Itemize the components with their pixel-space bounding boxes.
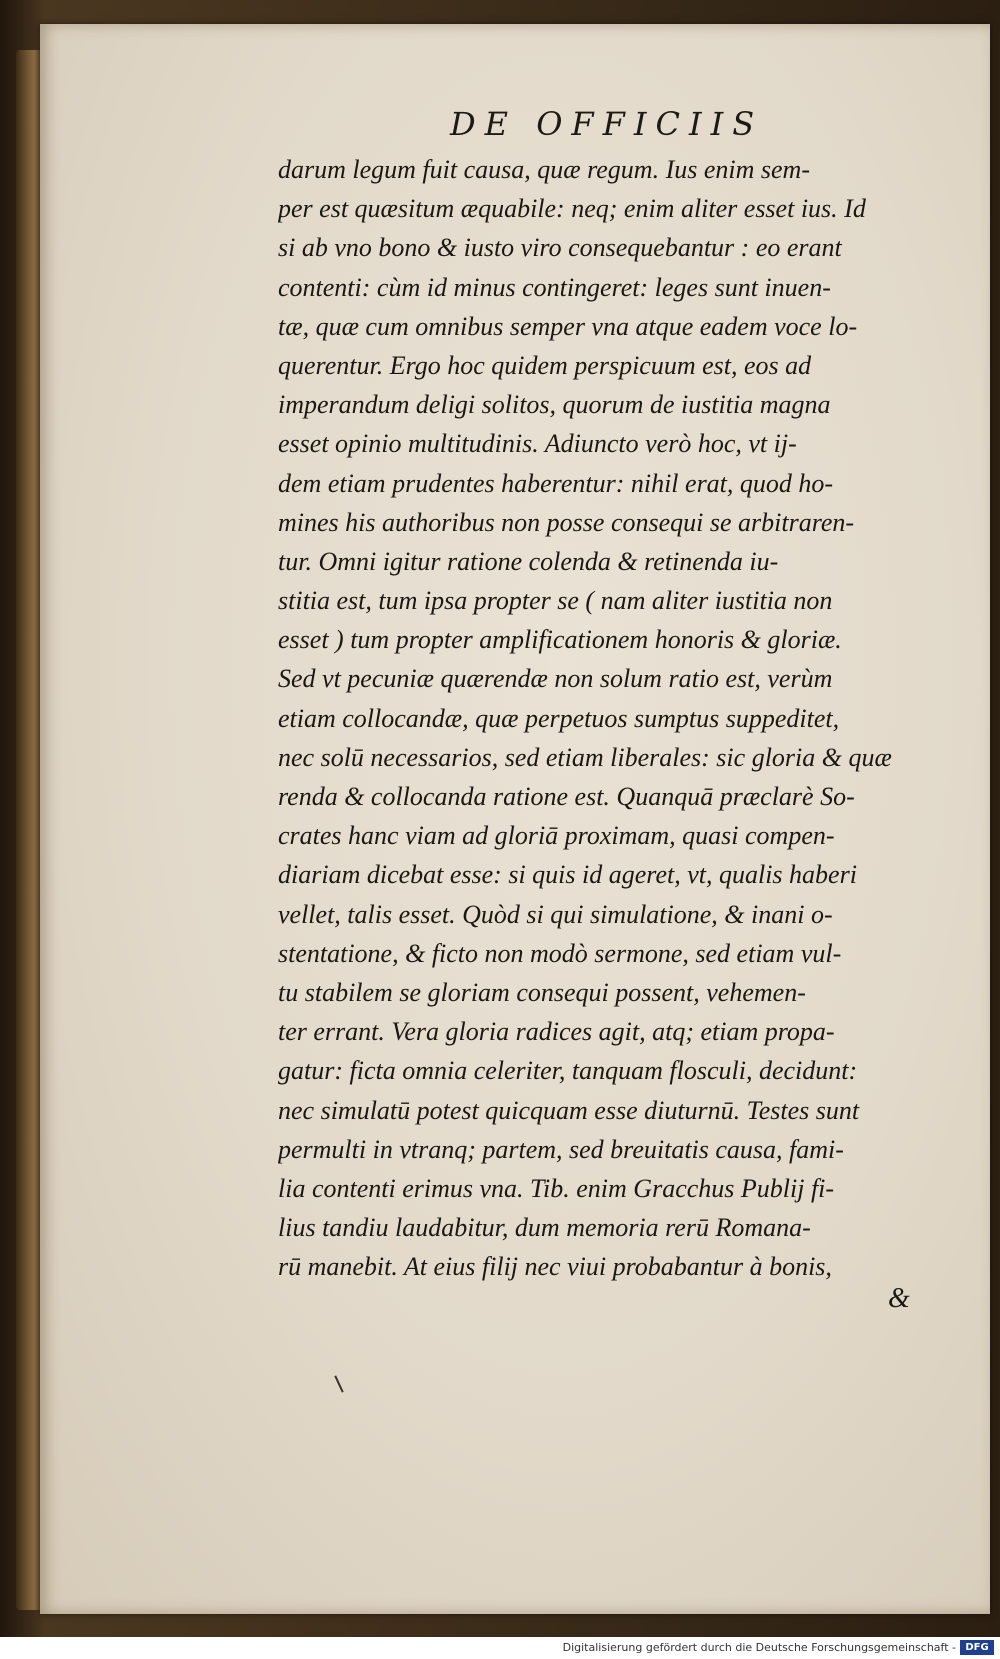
text-line: per est quæsitum æquabile: neq; enim aliter esset ius. Id [278, 194, 866, 224]
text-line: lius tandiu laudabitur, dum memoria rerū Romana- [278, 1213, 811, 1243]
text-line: querentur. Ergo hoc quidem perspicuum est, eos ad [278, 350, 812, 380]
text-line: gatur: ficta omnia celeriter, tanquam flosculi, decidunt: [278, 1056, 858, 1086]
text-line: vellet, talis esset. Quòd si qui simulatione, & inani o- [278, 899, 833, 929]
text-line: mines his authoribus non posse consequi se arbitraren- [278, 507, 855, 537]
text-line: darum legum fuit causa, quæ regum. Ius enim sem- [278, 155, 810, 184]
text-line: si ab vno bono & iusto viro consequebantur : eo erant [278, 233, 842, 263]
body-text [278, 150, 968, 1286]
text-line: tu stabilem se gloriam consequi possent, vehemen- [278, 977, 806, 1007]
text-line: imperandum deligi solitos, quorum de iustitia magna [278, 390, 831, 420]
text-line: lia contenti erimus vna. Tib. enim Gracchus Publij fi- [278, 1173, 835, 1203]
text-line: renda & collocanda ratione est. Quanquā præclarè So- [278, 782, 855, 811]
text-line: etiam collocandæ, quæ perpetuos sumptus suppeditet, [278, 703, 840, 733]
text-line: nec simulatū potest quicquam esse diuturnū. Testes sunt [278, 1095, 860, 1125]
text-line: Sed vt pecuniæ quærendæ non solum ratio est, verùm [278, 664, 833, 694]
text-line: ter errant. Vera gloria radices agit, atq; etiam propa- [278, 1017, 835, 1047]
book-binding-edge [16, 50, 42, 1610]
text-line: diariam dicebat esse: si quis id ageret, vt, qualis haberi [278, 860, 857, 890]
text-line: tæ, quæ cum omnibus semper vna atque eadem voce lo- [278, 311, 858, 341]
text-line: stentatione, & ficto non modò sermone, sed etiam vul- [278, 938, 842, 968]
catchword: & [888, 1283, 910, 1314]
text-line: esset ) tum propter amplificationem honoris & gloriæ. [278, 625, 842, 655]
text-line: tur. Omni igitur ratione colenda & retinenda iu- [278, 546, 779, 576]
text-line: rū manebit. At eius filij nec viui probabantur à bonis, [278, 1252, 832, 1282]
text-line: contenti: cùm id minus contingeret: leges sunt inuen- [278, 272, 831, 302]
text-line: crates hanc viam ad gloriā proximam, quasi compen- [278, 821, 835, 851]
text-line: stitia est, tum ipsa propter se ( nam aliter iustitia non [278, 586, 833, 616]
running-head: DE OFFICIIS [450, 105, 764, 143]
dfg-logo: DFG [960, 1640, 994, 1655]
text-line: esset opinio multitudinis. Adiuncto verò hoc, vt ij- [278, 429, 797, 459]
funding-credit: Digitalisierung gefördert durch die Deutsche Forschungsgemeinschaft - [562, 1641, 956, 1654]
text-line: permulti in vtranq; partem, sed breuitatis causa, fami- [278, 1134, 844, 1164]
text-line: dem etiam prudentes haberentur: nihil erat, quod ho- [278, 468, 834, 498]
text-line: nec solū necessarios, sed etiam liberales: sic gloria & quæ [278, 742, 892, 772]
